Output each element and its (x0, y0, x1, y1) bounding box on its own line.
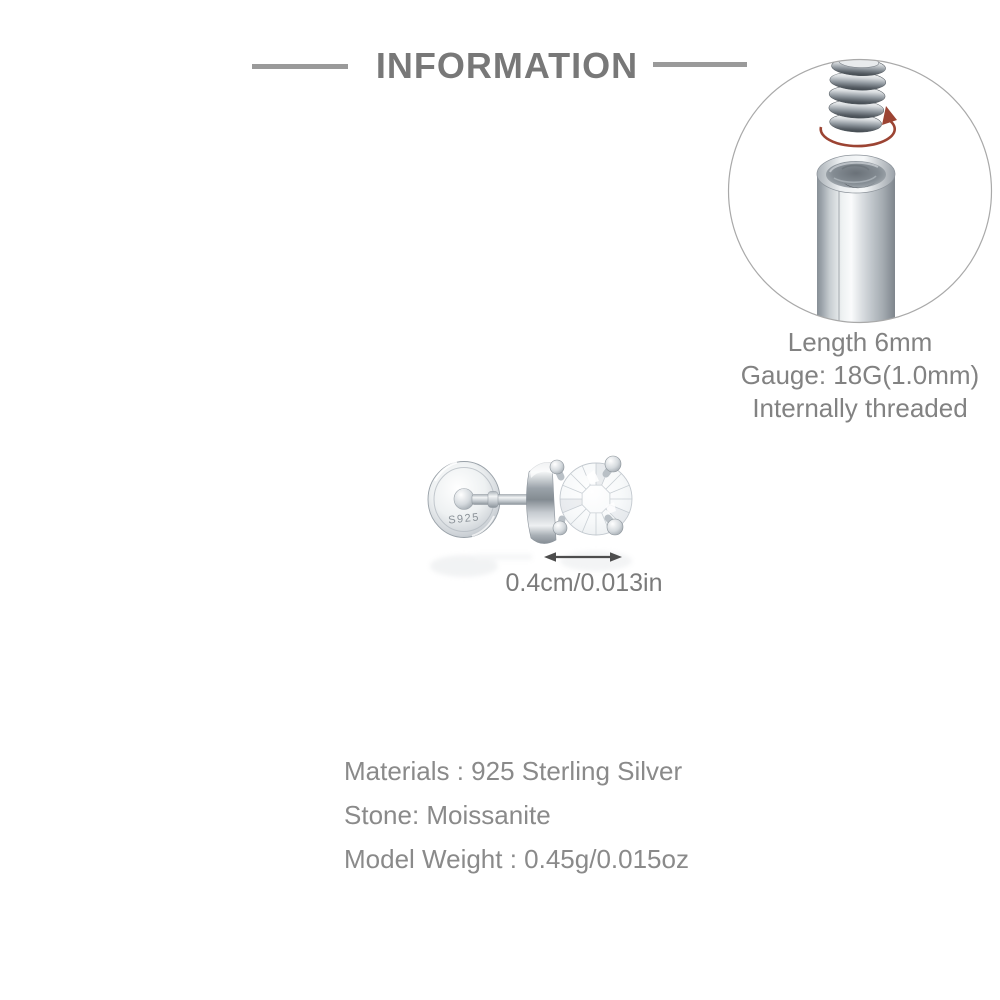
materials-info-list (344, 749, 764, 881)
weight-line: Model Weight : 0.45g/0.015oz (344, 844, 689, 874)
stone-line: Stone: Moissanite (344, 800, 551, 830)
thread-closeup-illustration (726, 57, 994, 325)
size-label: 0.4cm/0.013in (505, 569, 663, 597)
spec-gauge: Gauge: 18G(1.0mm) (740, 360, 980, 390)
post-body (817, 174, 895, 325)
thread-spec-list (728, 326, 992, 425)
spec-thread-type: Internally threaded (752, 393, 968, 423)
size-arrow-icon (544, 550, 622, 564)
thread-detail-circle (726, 57, 994, 325)
spec-length: Length 6mm (787, 327, 933, 357)
screw-thread (827, 57, 887, 133)
s925-engraving: S925 (447, 511, 481, 527)
page-title: INFORMATION (375, 45, 639, 86)
title-divider-left (252, 64, 348, 69)
materials-line: Materials : 925 Sterling Silver (344, 756, 683, 786)
